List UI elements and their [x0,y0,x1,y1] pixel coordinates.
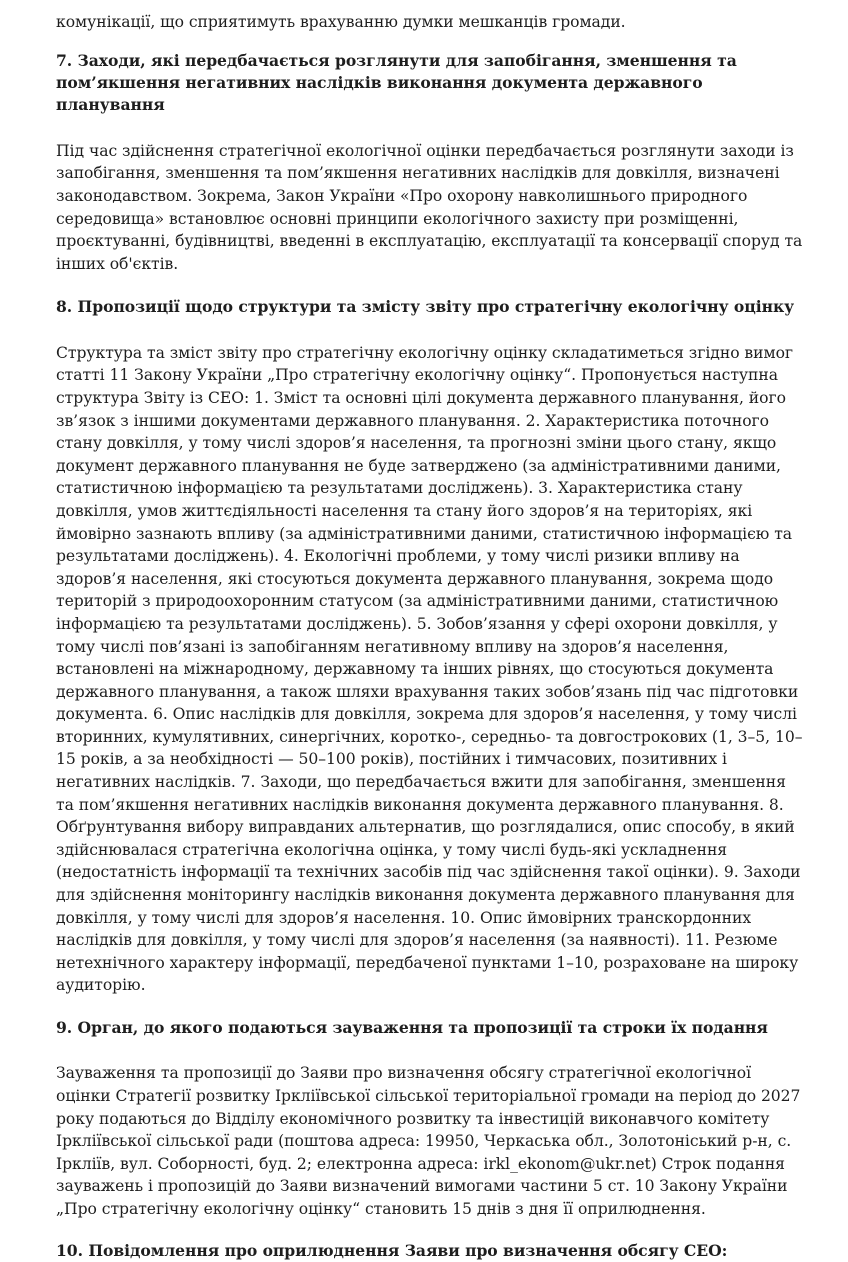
section-8-heading: 8. Пропозиції щодо структури та змісту звіту про стратегічну екологічну оцінку [56,297,795,317]
continuation-paragraph: комунікації, що сприятимуть врахуванню думки мешканців громади. [56,13,626,31]
section-10-heading: 10. Повідомлення про оприлюднення Заяви про визначення обсягу СЕО: [56,1240,728,1260]
section-7-heading: 7. Заходи, які передбачається розглянути для запобігання, зменшення та пом’якшення негативних наслідків виконання документа державного планування [56,50,737,115]
section-9-heading: 9. Орган, до якого подаються зауваження та пропозиції та строки їх подання [56,1018,768,1037]
section-7-body: Під час здійснення стратегічної екологічної оцінки передбачається розглянути заходи із запобігання, зменшення та пом’якшення негативних наслідків для довкілля, визначені законодавством. Зокрема, Закон України «Про охорону навколишнього природного середовища» встановлює основні принципи екологічного захисту при розміщенні, проєктуванні, будівництві, введенні в експлуатацію, експлуатації та консервації споруд та інших об'єктів. [56,141,803,273]
section-9-body: Зауваження та пропозиції до Заяви про визначення обсягу стратегічної екологічної оцінки Стратегії розвитку Іркліївської сільської територіальної громади на період до 2027 року подаються до Відділу економічного розвитку та інвестицій виконавчого комітету Іркліївської сільської ради (поштова адреса: 19950, Черкаська обл., Золотоніський р-н, с. Іркліїв, вул. Соборності, буд. 2; електронна адреса: irkl_ekonom@ukr.net) Строк подання зауважень і пропозицій до Заяви визначений вимогами частини 5 ст. 10 Закону України „Про стратегічну екологічну оцінку“ становить 15 днів з дня її оприлюднення. [56,1064,801,1218]
section-8-body: Структура та зміст звіту про стратегічну екологічну оцінку складатиметься згідно вимог статті 11 Закону України „Про стратегічну екологічну оцінку“. Пропонується наступна структура Звіту із СЕО: 1. Зміст та основні цілі документа державного планування, його зв’язок з іншими документами державного планування. 2. Характеристика поточного стану довкілля, у тому числі здоров’я населення, та прогнозні зміни цього стану, якщо документ державного планування не буде затверджено (за адміністративними даними, статистичною інформацією та результатами досліджень). 3. Характеристика стану довкілля, умов життєдіяльності населення та стану його здоров’я на територіях, які ймовірно зазнають впливу (за адміністративними даними, статистичною інформацією та результатами досліджень). 4. Екологічні проблеми, у тому числі ризики впливу на здоров’я населення, які стосуються документа державного планування, зокрема щодо територій з природоохоронним статусом (за адміністративними даними, статистичною інформацією та результатами досліджень). 5. Зобов’язання у сфері охорони довкілля, у тому числі пов’язані із запобіганням негативному впливу на здоров’я населення, встановлені на міжнародному, державному та інших рівнях, що стосуються документа державного планування, а також шляхи врахування таких зобов’язань під час підготовки документа. 6. Опис наслідків для довкілля, зокрема для здоров’я населення, у тому числі вторинних, кумулятивних, синергічних, коротко-, середньо- та довгострокових (1, 3–5, 10–15 років, а за необхідності — 50–100 років), постійних і тимчасових, позитивних і негативних наслідків. 7. Заходи, що передбачається вжити для запобігання, зменшення та пом’якшення негативних наслідків виконання документа державного планування. 8. Обґрунтування вибору виправданих альтернатив, що розглядалися, опис способу, в який здійснювалася стратегічна екологічна оцінка, у тому числі будь-які ускладнення (недостатність інформації та технічних засобів під час здійснення такої оцінки). 9. Заходи для здійснення моніторингу наслідків виконання документа державного планування для довкілля, у тому числі для здоров’я населення. 10. Опис ймовірних транскордонних наслідків для довкілля, у тому числі для здоров’я населення (за наявності). 11. Резюме нетехнічного характеру інформації, передбаченої пунктами 1–10, розраховане на широку аудиторію. [56,343,803,995]
